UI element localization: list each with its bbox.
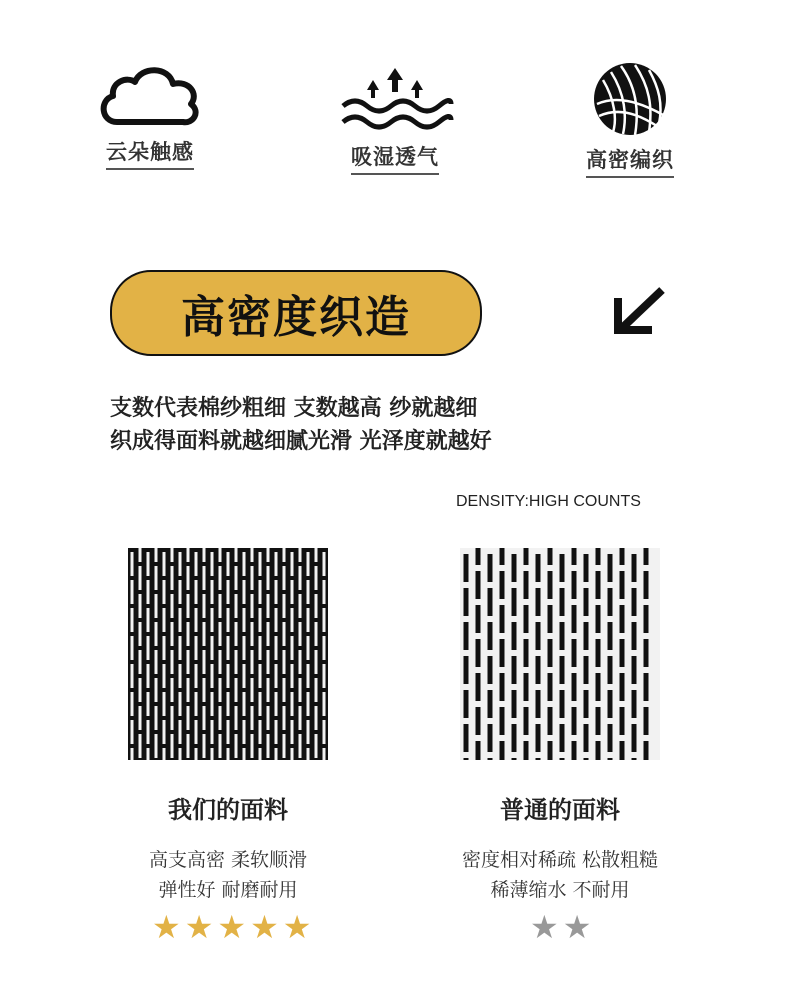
arrow-down-left-icon — [612, 284, 668, 336]
star-icon: ★ — [217, 908, 247, 946]
our-fabric-title: 我们的面料 — [168, 796, 288, 824]
desc-line: 密度相对稀疏 松散粗糙 — [461, 849, 659, 871]
moisture-wicking-icon — [335, 60, 455, 135]
description-line: 织成得面料就越细腻光滑 光泽度就越好 — [110, 429, 492, 454]
star-icon: ★ — [562, 908, 592, 946]
desc-line: 高支高密 柔软顺滑 — [148, 849, 308, 871]
ordinary-fabric-rating — [530, 910, 591, 944]
star-icon: ★ — [282, 908, 312, 946]
description-line: 支数代表棉纱粗细 支数越高 纱就越细 — [110, 396, 478, 421]
feature-cloud-touch — [60, 60, 240, 170]
desc-line: 稀薄缩水 不耐用 — [490, 879, 630, 901]
headline-text: 高密度织造 — [181, 292, 411, 343]
dense-fabric-swatch — [128, 548, 328, 760]
description — [110, 392, 492, 458]
star-icon: ★ — [250, 908, 279, 946]
feature-label: 高密编织 — [586, 144, 674, 178]
star-icon: ★ — [184, 908, 214, 946]
our-fabric-desc — [128, 845, 328, 905]
feature-high-density — [540, 60, 720, 178]
feature-breathable — [305, 60, 485, 175]
ordinary-fabric-title: 普通的面料 — [500, 796, 620, 824]
cloud-icon — [95, 60, 205, 130]
feature-label: 云朵触感 — [106, 136, 194, 170]
star-icon: ★ — [152, 908, 181, 946]
desc-line: 弹性好 耐磨耐用 — [158, 879, 298, 901]
headline-banner — [110, 270, 482, 356]
ordinary-fabric-desc — [460, 845, 660, 905]
density-label: DENSITY:HIGH COUNTS — [456, 493, 641, 510]
our-fabric-rating — [152, 910, 311, 944]
yarn-ball-icon — [585, 60, 675, 138]
star-icon: ★ — [530, 908, 559, 946]
loose-fabric-swatch — [460, 548, 660, 760]
feature-label: 吸湿透气 — [351, 141, 439, 175]
